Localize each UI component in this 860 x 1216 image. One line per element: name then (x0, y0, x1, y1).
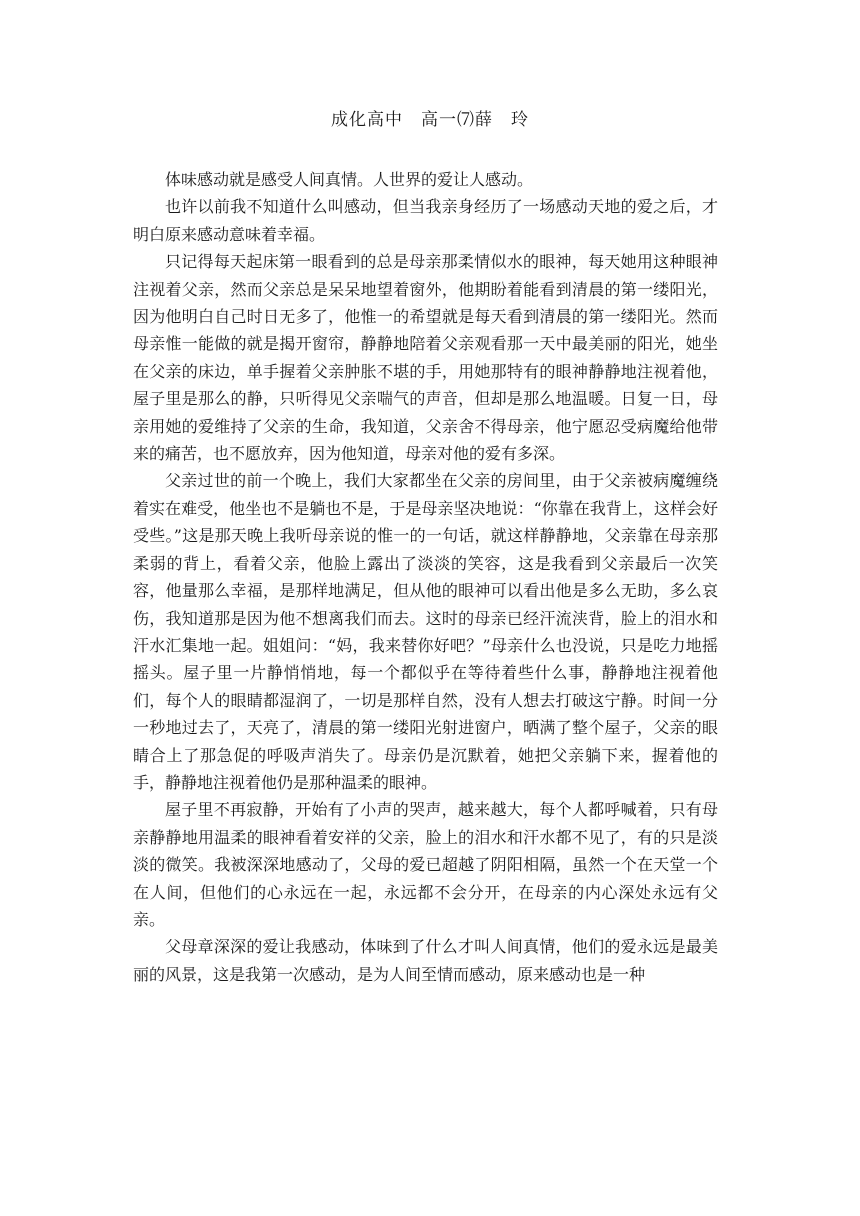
paragraph-2: 也许以前我不知道什么叫感动，但当我亲身经历了一场感动天地的爱之后，才明白原来感动意味着幸福。 (133, 197, 718, 244)
paragraph-1: 体味感动就是感受人间真情。人世界的爱让人感动。 (165, 170, 534, 189)
paragraph-5: 屋子里不再寂静，开始有了小声的哭声，越来越大，每个人都呼喊着，只有母亲静静地用温柔的眼神看着安祥的父亲，脸上的泪水和汗水都不见了，有的只是淡淡的微笑。我被深深地感动了，父母的爱已超越了阴阳相隔，虽然一个在天堂一个在人间，但他们的心永远在一起，永远都不会分开，在母亲的内心深处永远有父亲。 (133, 800, 718, 929)
paragraph-4: 父亲过世的前一个晚上，我们大家都坐在父亲的房间里，由于父亲被病魔缠绕着实在难受，他坐也不是躺也不是，于是母亲坚决地说：“你靠在我背上，这样会好受些。”这是那天晚上我听母亲说的惟一的一句话，就这样静静地，父亲靠在母亲那柔弱的背上，看着父亲，他脸上露出了淡淡的笑容，这是我看到父亲最后一次笑容，他量那么幸福，是那样地满足，但从他的眼神可以看出他是多么无助，多么哀伤，我知道那是因为他不想离我们而去。这时的母亲已经汗流浃背，脸上的泪水和汗水汇集地一起。姐姐问：“妈，我来替你好吧？”母亲什么也没说，只是吃力地摇摇头。屋子里一片静悄悄地，每一个都似乎在等待着些什么事，静静地注视着他们，每个人的眼睛都湿润了，一切是那样自然，没有人想去打破这宁静。时间一分一秒地过去了，天亮了，清晨的第一缕阳光射进窗户，晒满了整个屋子，父亲的眼睛合上了那急促的呼吸声消失了。母亲仍是沉默着，她把父亲躺下来，握着他的手，静静地注视着他仍是那种温柔的眼神。 (133, 471, 718, 792)
paragraph-6: 父母章深深的爱让我感动，体味到了什么才叫人间真情，他们的爱永远是最美丽的风景，这是我第一次感动，是为人间至情而感动，原来感动也是一种 (133, 937, 718, 984)
document-title: 成化高中 高一⑺薛 玲 (331, 110, 529, 130)
paragraph-3: 只记得每天起床第一眼看到的总是母亲那柔情似水的眼神，每天她用这种眼神注视着父亲，然而父亲总是呆呆地望着窗外，他期盼着能看到清晨的第一缕阳光，因为他明白自己时日无多了，他惟一的希望就是每天看到清晨的第一缕阳光。然而母亲惟一能做的就是揭开窗帘，静静地陪着父亲观看那一天中最美丽的阳光，她坐在父亲的床边，单手握着父亲肿胀不堪的手，用她那特有的眼神静静地注视着他，屋子里是那么的静，只听得见父亲喘气的声音，但却是那么地温暖。日复一日，母亲用她的爱维持了父亲的生命，我知道，父亲舍不得母亲，他宁愿忍受病魔给他带来的痛苦，也不愿放弃，因为他知道，母亲对他的爱有多深。 (133, 252, 718, 464)
document-body (133, 166, 718, 988)
